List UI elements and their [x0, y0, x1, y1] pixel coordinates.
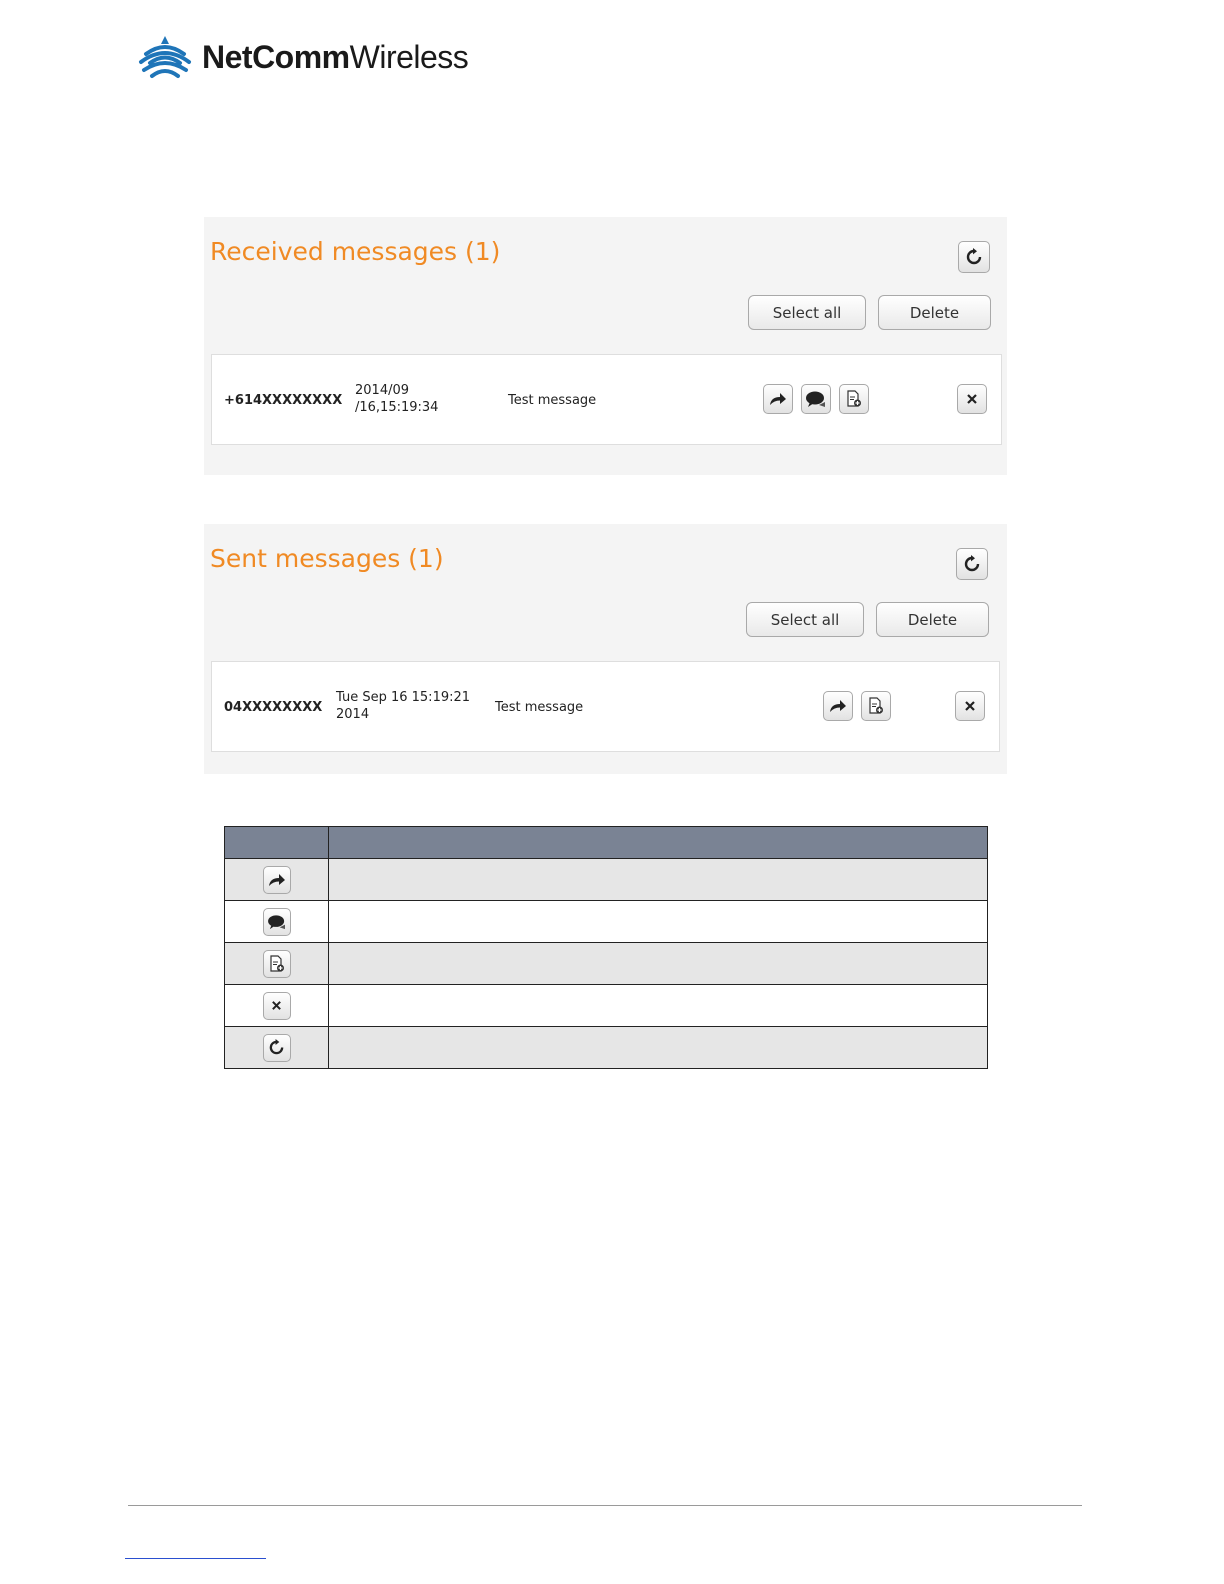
legend-header-icon: [225, 827, 329, 859]
close-button[interactable]: [957, 384, 987, 414]
sender-number: +614XXXXXXXX: [224, 393, 343, 408]
close-icon-sample: [263, 992, 291, 1020]
legend-header-row: [225, 827, 988, 859]
refresh-icon: [963, 555, 981, 573]
icon-legend-table: [224, 826, 988, 1069]
forward-icon: [268, 873, 286, 887]
close-icon: [964, 700, 976, 712]
message-row[interactable]: [211, 354, 1002, 445]
select-all-button[interactable]: Select all: [748, 295, 866, 330]
close-icon: [966, 393, 978, 405]
legend-row: [225, 859, 988, 901]
save-contact-icon: [846, 390, 862, 408]
received-messages-panel: [204, 217, 1007, 475]
forward-icon-sample: [263, 866, 291, 894]
footer-divider: [128, 1505, 1082, 1506]
save-contact-button[interactable]: [839, 384, 869, 414]
wifi-logo-icon: [138, 32, 192, 82]
legend-row: [225, 1027, 988, 1069]
refresh-icon-sample: [263, 1034, 291, 1062]
legend-row: [225, 985, 988, 1027]
legend-description: [329, 1027, 988, 1069]
delete-button[interactable]: Delete: [878, 295, 991, 330]
save-contact-icon: [269, 955, 285, 973]
legend-row: [225, 901, 988, 943]
delete-button[interactable]: Delete: [876, 602, 989, 637]
forward-icon: [829, 699, 847, 713]
forward-button[interactable]: [763, 384, 793, 414]
save-contact-icon: [868, 697, 884, 715]
message-text: Test message: [495, 700, 584, 715]
message-row[interactable]: [211, 661, 1000, 752]
sent-messages-panel: [204, 524, 1007, 774]
refresh-icon: [965, 248, 983, 266]
legend-description: [329, 859, 988, 901]
save-contact-button[interactable]: [861, 691, 891, 721]
message-text: Test message: [508, 393, 597, 408]
legend-description: [329, 901, 988, 943]
reply-icon-sample: [263, 908, 291, 936]
message-date: Tue Sep 16 15:19:21 2014: [336, 690, 471, 722]
select-all-button[interactable]: Select all: [746, 602, 864, 637]
forward-icon: [769, 392, 787, 406]
legend-header-description: [329, 827, 988, 859]
save-contact-icon-sample: [263, 950, 291, 978]
refresh-button[interactable]: [956, 548, 988, 580]
close-button[interactable]: [955, 691, 985, 721]
received-messages-title: Received messages (1): [210, 237, 501, 266]
netcomm-logo: [138, 32, 468, 82]
footer-link-underline: [125, 1558, 266, 1559]
message-date: 2014/09 /16,15:19:34: [355, 383, 439, 415]
legend-description: [329, 985, 988, 1027]
recipient-number: 04XXXXXXXX: [224, 700, 323, 715]
reply-button[interactable]: [801, 384, 831, 414]
close-icon: [271, 1000, 282, 1011]
logo-wordmark: NetCommWireless: [202, 38, 469, 75]
reply-icon: [267, 914, 287, 930]
sent-messages-title: Sent messages (1): [210, 544, 444, 573]
reply-icon: [805, 390, 827, 408]
forward-button[interactable]: [823, 691, 853, 721]
refresh-button[interactable]: [958, 241, 990, 273]
legend-row: [225, 943, 988, 985]
legend-description: [329, 943, 988, 985]
refresh-icon: [268, 1039, 285, 1056]
